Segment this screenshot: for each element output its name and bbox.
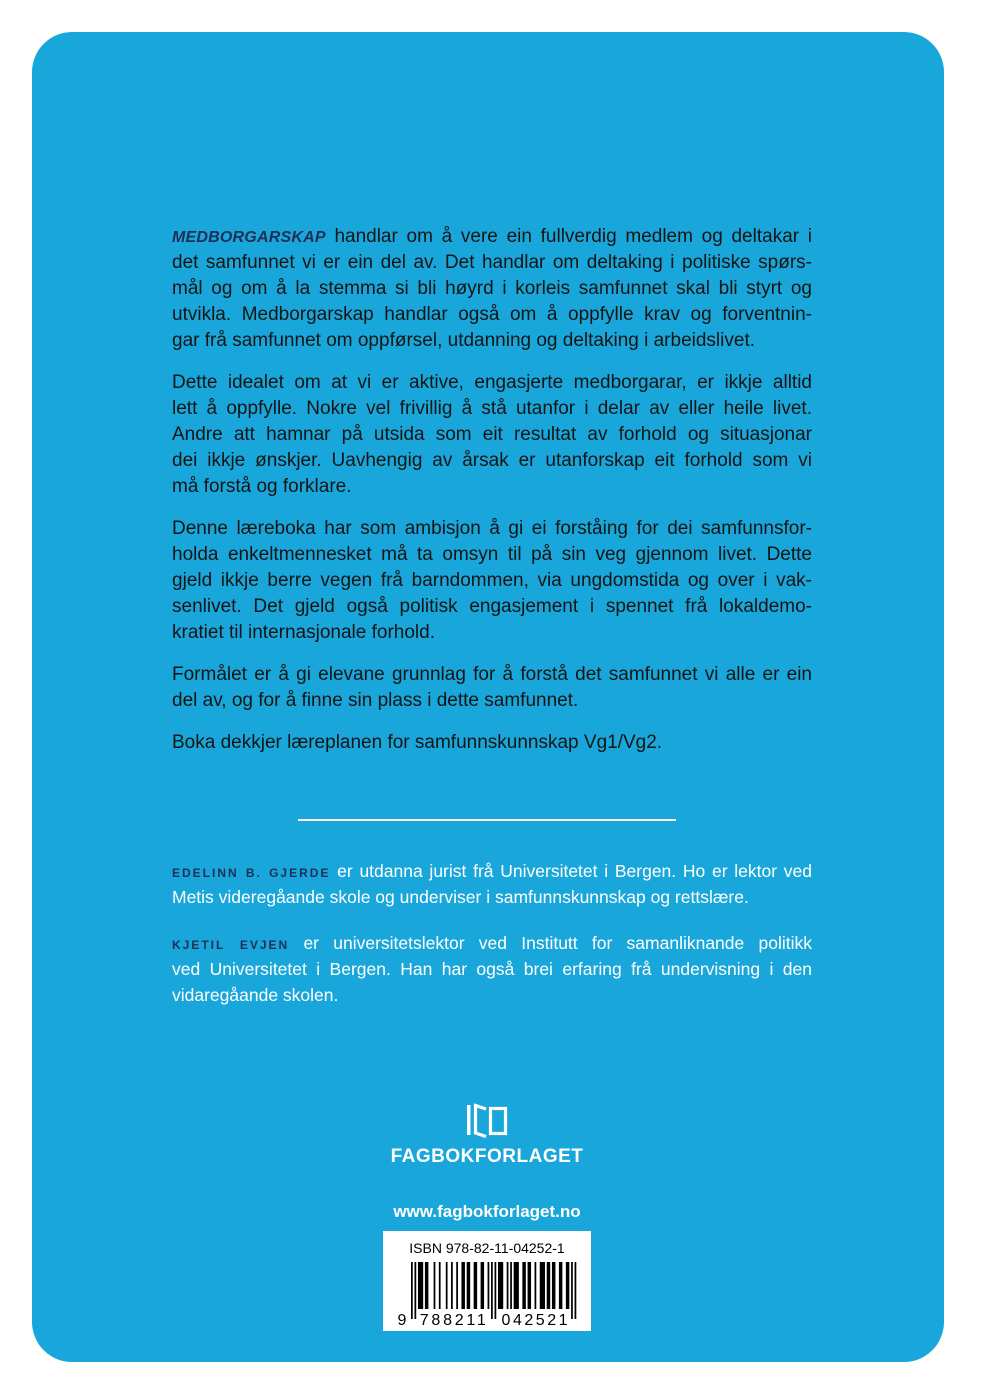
bio-line: vidaregåande skolen. — [172, 985, 339, 1005]
barcode-bar — [461, 1262, 464, 1309]
blurb-line: det samfunnet vi er ein del av. Det handlar om deltaking i politiske spørs- — [172, 252, 812, 273]
blurb-paragraph — [172, 224, 812, 354]
barcode-bars — [411, 1262, 576, 1319]
barcode-left-digits: 788211 — [419, 1312, 486, 1329]
blurb-line: senlivet. Det gjeld også politisk engasjement i spennet frå lokaldemo- — [172, 596, 812, 617]
barcode-bar — [514, 1262, 519, 1309]
barcode-first-digit: 9 — [397, 1312, 407, 1329]
author-bios — [172, 858, 812, 1028]
barcode-bar — [522, 1262, 525, 1309]
divider-line — [298, 819, 676, 821]
blurb-line: gar frå samfunnet om oppførsel, utdanning og deltaking i arbeidslivet. — [172, 330, 755, 351]
blurb-line: mål og om å la stemma si bli høyrd i korleis samfunnet skal bli styrt og — [172, 278, 812, 299]
bio-line: Metis videregåande skole og underviser i samfunnskunnskap og rettslære. — [172, 887, 749, 907]
blurb-line: Formålet er å gi elevane grunnlag for å forstå det samfunnet vi alle er ein — [172, 664, 812, 685]
author-bio — [172, 858, 812, 910]
blurb-line: lett å oppfylle. Nokre vel frivillig å stå utanfor i delar av eller heile livet. — [172, 398, 812, 419]
blurb-line: dei ikkje ønskjer. Uavhengig av årsak er utanforskap eit forhold som vi — [172, 450, 812, 471]
blurb-line: utvikla. Medborgarskap handlar også om å oppfylle krav og forventnin- — [172, 304, 812, 325]
barcode-bar — [540, 1262, 545, 1309]
blurb-paragraph — [172, 516, 812, 646]
publisher-website: www.fagbokforlaget.no — [393, 1202, 581, 1221]
barcode-bar — [510, 1262, 512, 1309]
blurb-line: Denne læreboka har som ambisjon å gi ei forståing for dei samfunnsfor- — [172, 518, 812, 539]
open-book-icon — [466, 1102, 508, 1138]
barcode-guard-bar — [495, 1262, 497, 1319]
barcode-guard-bar — [491, 1262, 493, 1319]
bio-line: ved Universitetet i Bergen. Han har også brei erfaring frå undervisning i den — [172, 959, 812, 979]
barcode-bar — [418, 1262, 423, 1309]
barcode-guard-bar — [575, 1262, 577, 1319]
bio-line-text: er utdanna jurist frå Universitetet i Bergen. Ho er lektor ved — [337, 861, 812, 881]
blurb-line: må forstå og forklare. — [172, 476, 352, 497]
barcode-bar — [535, 1262, 537, 1309]
cover-blurb — [172, 224, 812, 772]
lead-term: MEDBORGARSKAP — [172, 229, 326, 246]
blurb-line: Dette idealet om at vi er aktive, engasjerte medborgarar, er ikkje alltid — [172, 372, 812, 393]
bio-line-text: er universitetslektor ved Institutt for samanliknande politikk — [303, 933, 812, 953]
barcode-bar — [439, 1262, 441, 1309]
blurb-line: kratiet til internasjonale forhold. — [172, 622, 435, 643]
barcode-bar — [552, 1262, 555, 1309]
barcode — [383, 1231, 591, 1331]
barcode-bar — [528, 1262, 531, 1309]
barcode-bar — [446, 1262, 448, 1309]
barcode-guard-bar — [411, 1262, 413, 1319]
barcode-bar — [498, 1262, 503, 1309]
barcode-bar — [425, 1262, 428, 1309]
blurb-line-text: handlar om å vere ein fullverdig medlem og deltakar i — [334, 226, 813, 247]
blurb-paragraph — [172, 370, 812, 500]
blurb-paragraph — [172, 662, 812, 714]
author-name: EDELINN B. GJERDE — [172, 866, 331, 880]
barcode-right-digits: 042521 — [501, 1312, 568, 1329]
barcode-bar — [547, 1262, 550, 1309]
author-name: KJETIL EVJEN — [172, 938, 290, 952]
blurb-line: gjeld ikkje berre vegen frå barndommen, via ungdomstida og over i vak- — [172, 570, 812, 591]
back-cover-panel — [32, 32, 944, 1362]
barcode-bar — [507, 1262, 509, 1309]
isbn-barcode-label — [383, 1231, 591, 1331]
barcode-bar — [566, 1262, 569, 1309]
barcode-bar — [451, 1262, 453, 1309]
barcode-bar — [559, 1262, 562, 1309]
barcode-guard-bar — [414, 1262, 416, 1319]
bio-line — [172, 930, 812, 956]
barcode-bar — [467, 1262, 470, 1309]
isbn-text: ISBN 978-82-11-04252-1 — [409, 1240, 565, 1256]
barcode-bar — [456, 1262, 458, 1309]
barcode-bar — [474, 1262, 477, 1309]
barcode-guard-bar — [571, 1262, 573, 1319]
bio-line — [172, 858, 812, 884]
blurb-line: del av, og for å finne sin plass i dette samfunnet. — [172, 690, 579, 711]
barcode-bar — [488, 1262, 490, 1309]
barcode-bar — [434, 1262, 436, 1309]
blurb-line: Andre att hamnar på utsida som eit resultat av forhold og situasjonar — [172, 424, 812, 445]
publisher-name: FAGBOKFORLAGET — [390, 1146, 584, 1167]
blurb-line: holda enkeltmennesket må ta omsyn til på sin veg gjennom livet. Dette — [172, 544, 812, 565]
author-bio — [172, 930, 812, 1008]
blurb-paragraph — [172, 730, 812, 756]
barcode-bar — [481, 1262, 484, 1309]
blurb-line — [172, 224, 812, 250]
blurb-line: Boka dekkjer læreplanen for samfunnskunnskap Vg1/Vg2. — [172, 732, 663, 753]
